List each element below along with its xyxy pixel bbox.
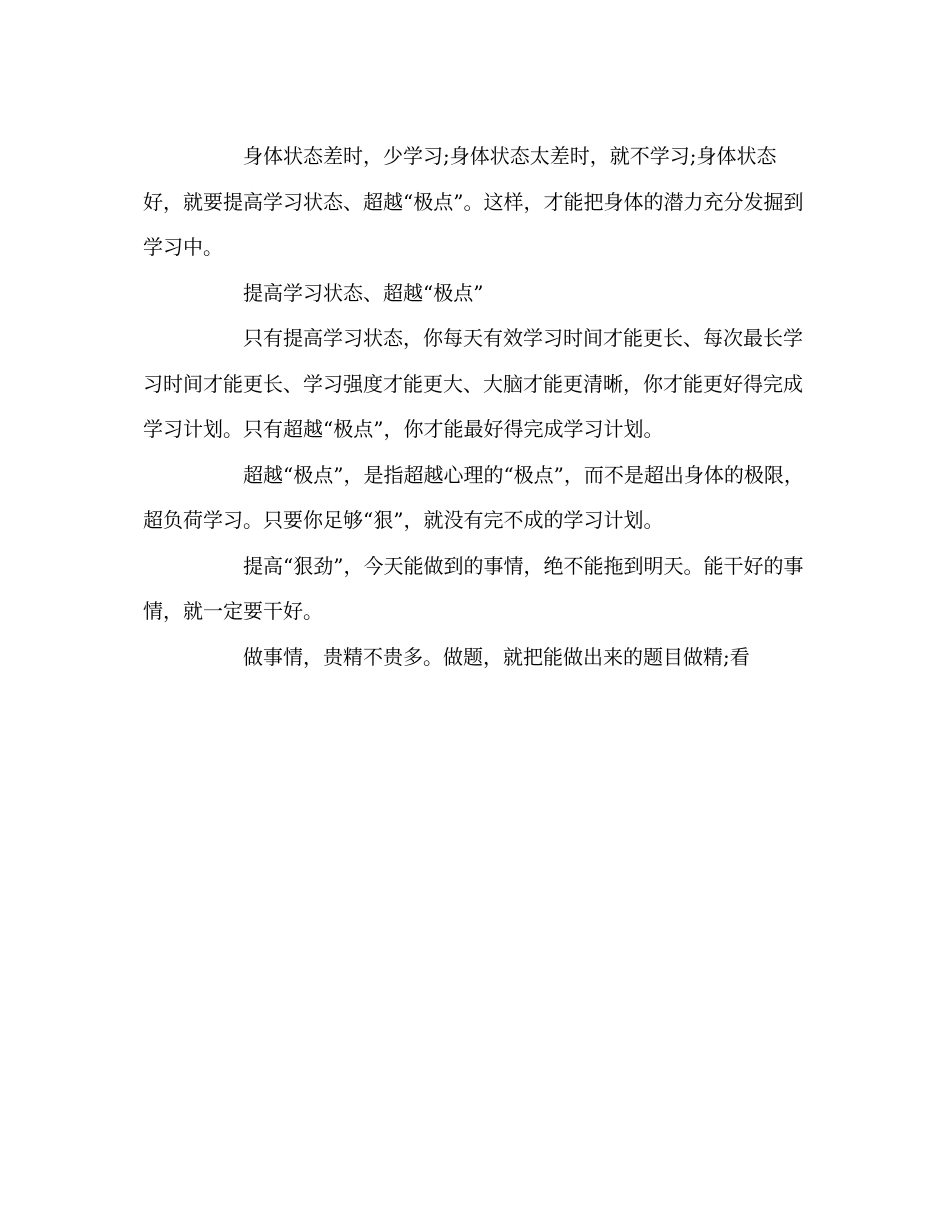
paragraph-surpass-limit: 超越“极点”，是指超越心理的“极点”，而不是超出身体的极限，超负荷学习。只要你足够“狠”，就没有完不成的学习计划。	[143, 462, 804, 532]
document-body	[143, 134, 813, 680]
paragraph-determination: 提高“狠劲”，今天能做到的事情，绝不能拖到明天。能干好的事情，就一定要干好。	[143, 553, 804, 623]
paragraph-improve-study-state: 只有提高学习状态，你每天有效学习时间才能更长、每次最长学习时间才能更长、学习强度才能更大、大脑才能更清晰，你才能更好得完成学习计划。只有超越“极点”，你才能最好得完成学习计划。	[143, 326, 803, 441]
paragraph-quality-over-quantity: 做事情，贵精不贵多。做题，就把能做出来的题目做精;看	[243, 644, 750, 669]
paragraph-heading-improve-state: 提高学习状态、超越“极点”	[243, 280, 484, 305]
paragraph-body-state: 身体状态差时，少学习;身体状态太差时，就不学习;身体状态好，就要提高学习状态、超越“极点”。这样，才能把身体的潜力充分发掘到学习中。	[143, 144, 804, 259]
